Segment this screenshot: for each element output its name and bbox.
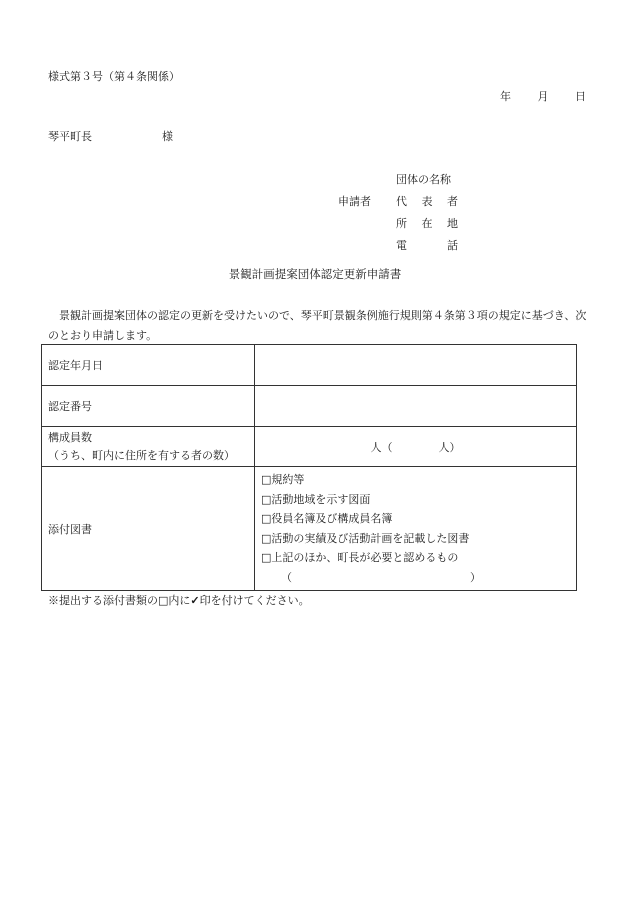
members-value[interactable] <box>255 427 577 467</box>
cert-number-value[interactable] <box>255 386 577 427</box>
attachment-checkbox-other[interactable]: □上記のほか、町長が必要と認めるもの <box>261 551 459 564</box>
members-local-unit: 人） <box>438 440 461 454</box>
attachments-list <box>255 467 577 591</box>
attachment-checkbox-area-map[interactable]: □活動地域を示す図面 <box>261 492 371 506</box>
cert-date-label: 認定年月日 <box>42 345 255 386</box>
addressee-honorific: 様 <box>162 130 173 143</box>
addressee <box>48 128 173 144</box>
applicant-representative: 代 表 者 <box>396 195 458 208</box>
attachment-checkbox-member-list[interactable]: □役員名簿及び構成員名簿 <box>261 512 393 525</box>
check-mark-icon: ✓ <box>190 594 200 607</box>
applicant-org-name: 団体の名称 <box>396 173 451 186</box>
members-label-cell <box>42 427 255 467</box>
applicant-address: 所 在 地 <box>396 217 458 230</box>
members-total-unit: 人（ <box>370 440 393 454</box>
date-year: 年 <box>500 90 511 103</box>
body-text: 景観計画提案団体の認定の更新を受けたいので、琴平町景観条例施行規則第４条第３項の規定に基づき、次のとおり申請します。 <box>48 309 587 342</box>
applicant-label: 申請者 <box>338 195 371 208</box>
table-row <box>42 467 577 591</box>
attachment-other-field[interactable]: （ ） <box>281 570 481 584</box>
attachments-label: 添付図書 <box>42 467 255 591</box>
table-row <box>42 345 577 386</box>
form-number: 様式第３号（第４条関係） <box>48 70 180 83</box>
members-label: 構成員数 <box>48 430 92 444</box>
cert-date-value[interactable] <box>255 345 577 386</box>
addressee-name: 琴平町長 <box>48 130 92 143</box>
attachment-checkbox-activity-plan[interactable]: □活動の実績及び活動計画を記載した図書 <box>261 531 470 545</box>
application-table <box>41 344 577 591</box>
footnote: ※提出する添付書類の□内に✓印を付けてください。 <box>48 594 310 607</box>
attachment-checkbox-rules[interactable]: □規約等 <box>261 473 305 486</box>
date-day: 日 <box>575 90 586 103</box>
table-row <box>42 386 577 427</box>
members-sublabel: （うち、町内に住所を有する者の数） <box>48 448 235 462</box>
table-row <box>42 427 577 467</box>
cert-number-label: 認定番号 <box>42 386 255 427</box>
applicant-block <box>338 168 458 256</box>
date-month: 月 <box>537 90 549 103</box>
document-title: 景観計画提案団体認定更新申請書 <box>228 267 402 281</box>
date-line <box>500 88 586 104</box>
applicant-phone: 電 話 <box>396 239 458 252</box>
